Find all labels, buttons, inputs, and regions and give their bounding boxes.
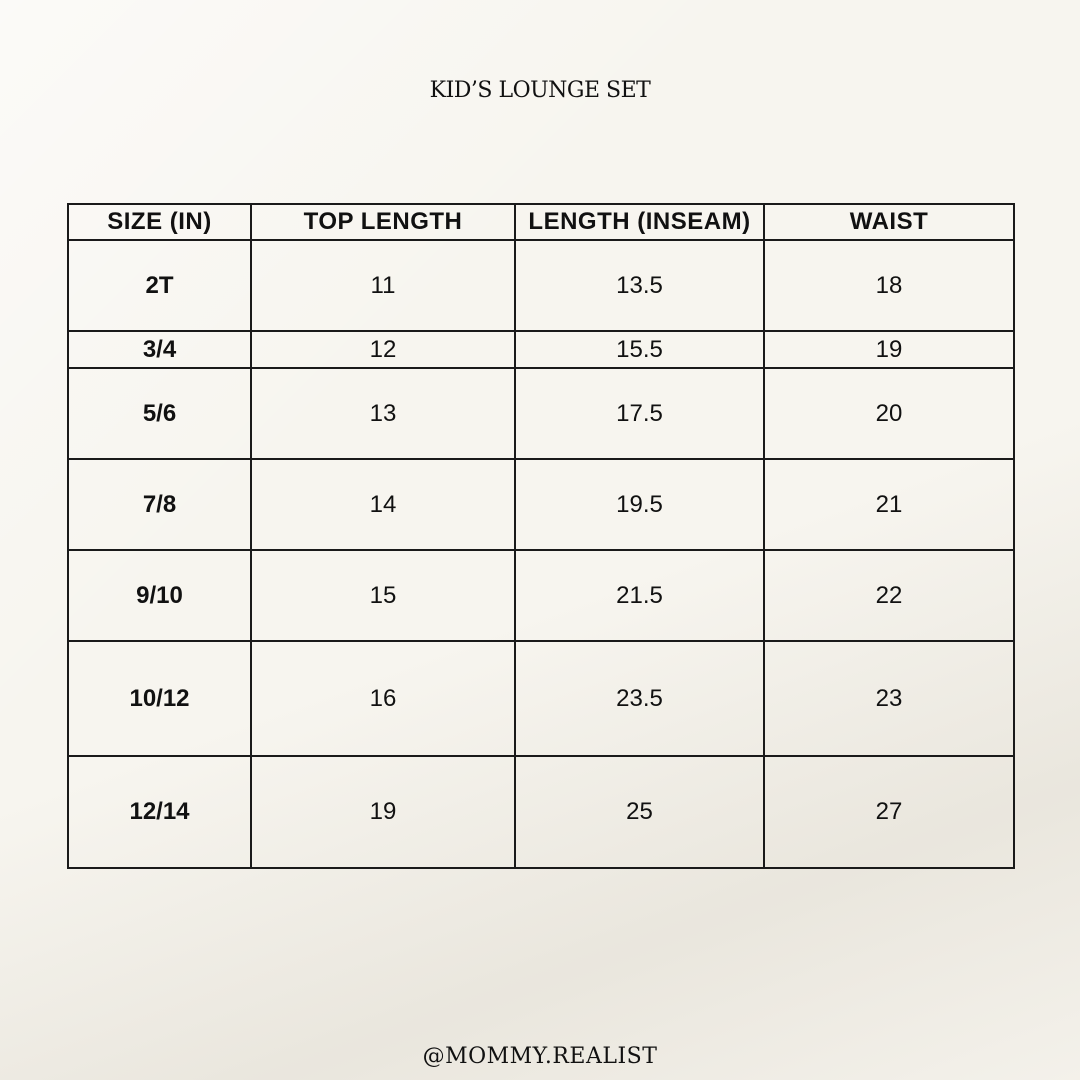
- size-cell: 12/14: [68, 756, 251, 868]
- inseam-cell: 19.5: [515, 459, 764, 550]
- header-inseam-length: LENGTH (INSEAM): [515, 204, 764, 240]
- size-cell: 2T: [68, 240, 251, 331]
- table-row: [68, 550, 1014, 641]
- table-row: [68, 331, 1014, 368]
- waist-cell: 21: [764, 459, 1014, 550]
- size-cell: 3/4: [68, 331, 251, 368]
- size-cell: 7/8: [68, 459, 251, 550]
- social-handle: @MOMMY.REALIST: [422, 1044, 658, 1069]
- waist-cell: 23: [764, 641, 1014, 756]
- top-length-cell: 13: [251, 368, 515, 459]
- page-title: KID’S LOUNGE SET: [429, 78, 651, 103]
- size-chart-table: [67, 203, 1015, 869]
- header-size: SIZE (IN): [68, 204, 251, 240]
- table-row: [68, 756, 1014, 868]
- header-top-length: TOP LENGTH: [251, 204, 515, 240]
- table-row: [68, 240, 1014, 331]
- top-length-cell: 14: [251, 459, 515, 550]
- table-row: [68, 641, 1014, 756]
- waist-cell: 22: [764, 550, 1014, 641]
- table-header-row: [68, 204, 1014, 240]
- header-waist: WAIST: [764, 204, 1014, 240]
- inseam-cell: 15.5: [515, 331, 764, 368]
- waist-cell: 27: [764, 756, 1014, 868]
- inseam-cell: 21.5: [515, 550, 764, 641]
- top-length-cell: 12: [251, 331, 515, 368]
- top-length-cell: 16: [251, 641, 515, 756]
- table-row: [68, 368, 1014, 459]
- top-length-cell: 19: [251, 756, 515, 868]
- inseam-cell: 13.5: [515, 240, 764, 331]
- top-length-cell: 11: [251, 240, 515, 331]
- waist-cell: 18: [764, 240, 1014, 331]
- inseam-cell: 17.5: [515, 368, 764, 459]
- waist-cell: 20: [764, 368, 1014, 459]
- table-row: [68, 459, 1014, 550]
- inseam-cell: 23.5: [515, 641, 764, 756]
- size-cell: 9/10: [68, 550, 251, 641]
- size-cell: 5/6: [68, 368, 251, 459]
- inseam-cell: 25: [515, 756, 764, 868]
- waist-cell: 19: [764, 331, 1014, 368]
- top-length-cell: 15: [251, 550, 515, 641]
- size-cell: 10/12: [68, 641, 251, 756]
